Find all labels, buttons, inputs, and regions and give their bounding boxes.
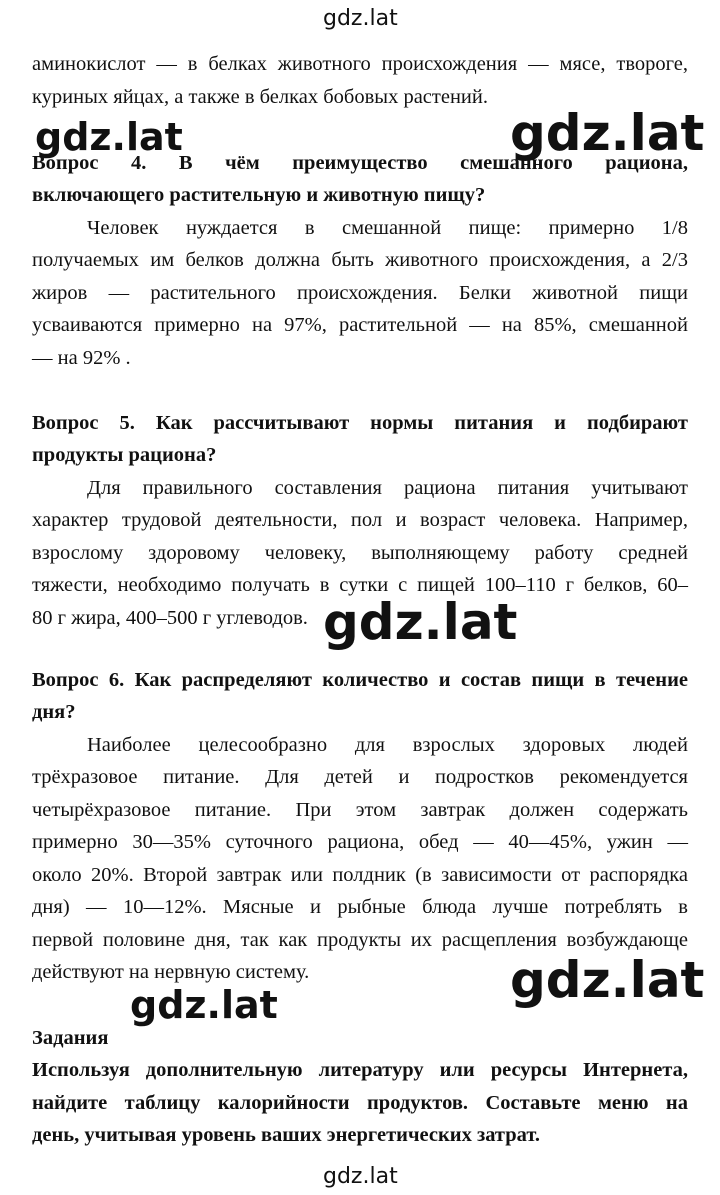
- question-5-title: Вопрос 5. Как рассчитывают нормы питания и подбирают: [32, 412, 688, 434]
- question-4-title: включающего растительную и животную пищу?: [32, 184, 486, 206]
- text-line: трёхразовое питание. Для детей и подростков рекомендуется: [32, 766, 688, 788]
- text-line: 80 г жира, 400–500 г углеводов.: [32, 607, 308, 629]
- text-line: тяжести, необходимо получать в сутки с пищей 100–110 г белков, 60–: [32, 574, 688, 596]
- text-line: получаемых им белков должна быть животного происхождения, а 2/3: [32, 249, 688, 271]
- text-line: взрослому здоровому человеку, выполняющему работу средней: [32, 542, 688, 564]
- text-line: аминокислот — в белках животного происхождения — мясе, твороге,: [32, 53, 688, 75]
- text-line: первой половине дня, так как продукты их расщепления возбуждающе: [32, 929, 688, 951]
- text-line: примерно 30—35% суточного рациона, обед — 40—45%, ужин —: [32, 831, 688, 853]
- watermark: gdz.lat: [323, 593, 518, 651]
- watermark: gdz.lat: [130, 983, 278, 1027]
- task-text: найдите таблицу калорийности продуктов. Составьте меню на: [32, 1092, 688, 1114]
- watermark: gdz.lat: [510, 951, 705, 1009]
- text-line: усваиваются примерно на 97%, растительной — на 85%, смешанной: [32, 314, 688, 336]
- text-line: куриных яйцах, а также в белках бобовых растений.: [32, 86, 488, 108]
- text-line: Человек нуждается в смешанной пище: примерно 1/8: [87, 217, 688, 239]
- text-line: характер трудовой деятельности, пол и возраст человека. Например,: [32, 509, 688, 531]
- question-6-title: дня?: [32, 701, 76, 723]
- question-5-title: продукты рациона?: [32, 444, 217, 466]
- watermark: gdz.lat: [35, 115, 183, 159]
- tasks-heading: Задания: [32, 1027, 109, 1049]
- text-line: действуют на нервную систему.: [32, 961, 310, 983]
- task-text: Используя дополнительную литературу или ресурсы Интернета,: [32, 1059, 688, 1081]
- text-line: около 20%. Второй завтрак или полдник (в зависимости от распорядка: [32, 864, 688, 886]
- text-line: — на 92% .: [32, 347, 131, 369]
- text-line: дня) — 10—12%. Мясные и рыбные блюда лучше потреблять в: [32, 896, 688, 918]
- text-line: Наиболее целесообразно для взрослых здоровых людей: [87, 734, 688, 756]
- question-4-title: Вопрос 4. В чём преимущество смешанного рациона,: [32, 152, 688, 174]
- watermark-bottom: gdz.lat: [323, 1164, 398, 1189]
- task-text: день, учитывая уровень ваших энергетических затрат.: [32, 1124, 541, 1146]
- text-line: четырёхразовое питание. При этом завтрак должен содержать: [32, 799, 688, 821]
- question-6-title: Вопрос 6. Как распределяют количество и состав пищи в течение: [32, 669, 688, 691]
- text-line: жиров — растительного происхождения. Белки животной пищи: [32, 282, 688, 304]
- text-line: Для правильного составления рациона питания учитывают: [87, 477, 688, 499]
- watermark-top: gdz.lat: [323, 6, 398, 31]
- watermark: gdz.lat: [510, 104, 705, 162]
